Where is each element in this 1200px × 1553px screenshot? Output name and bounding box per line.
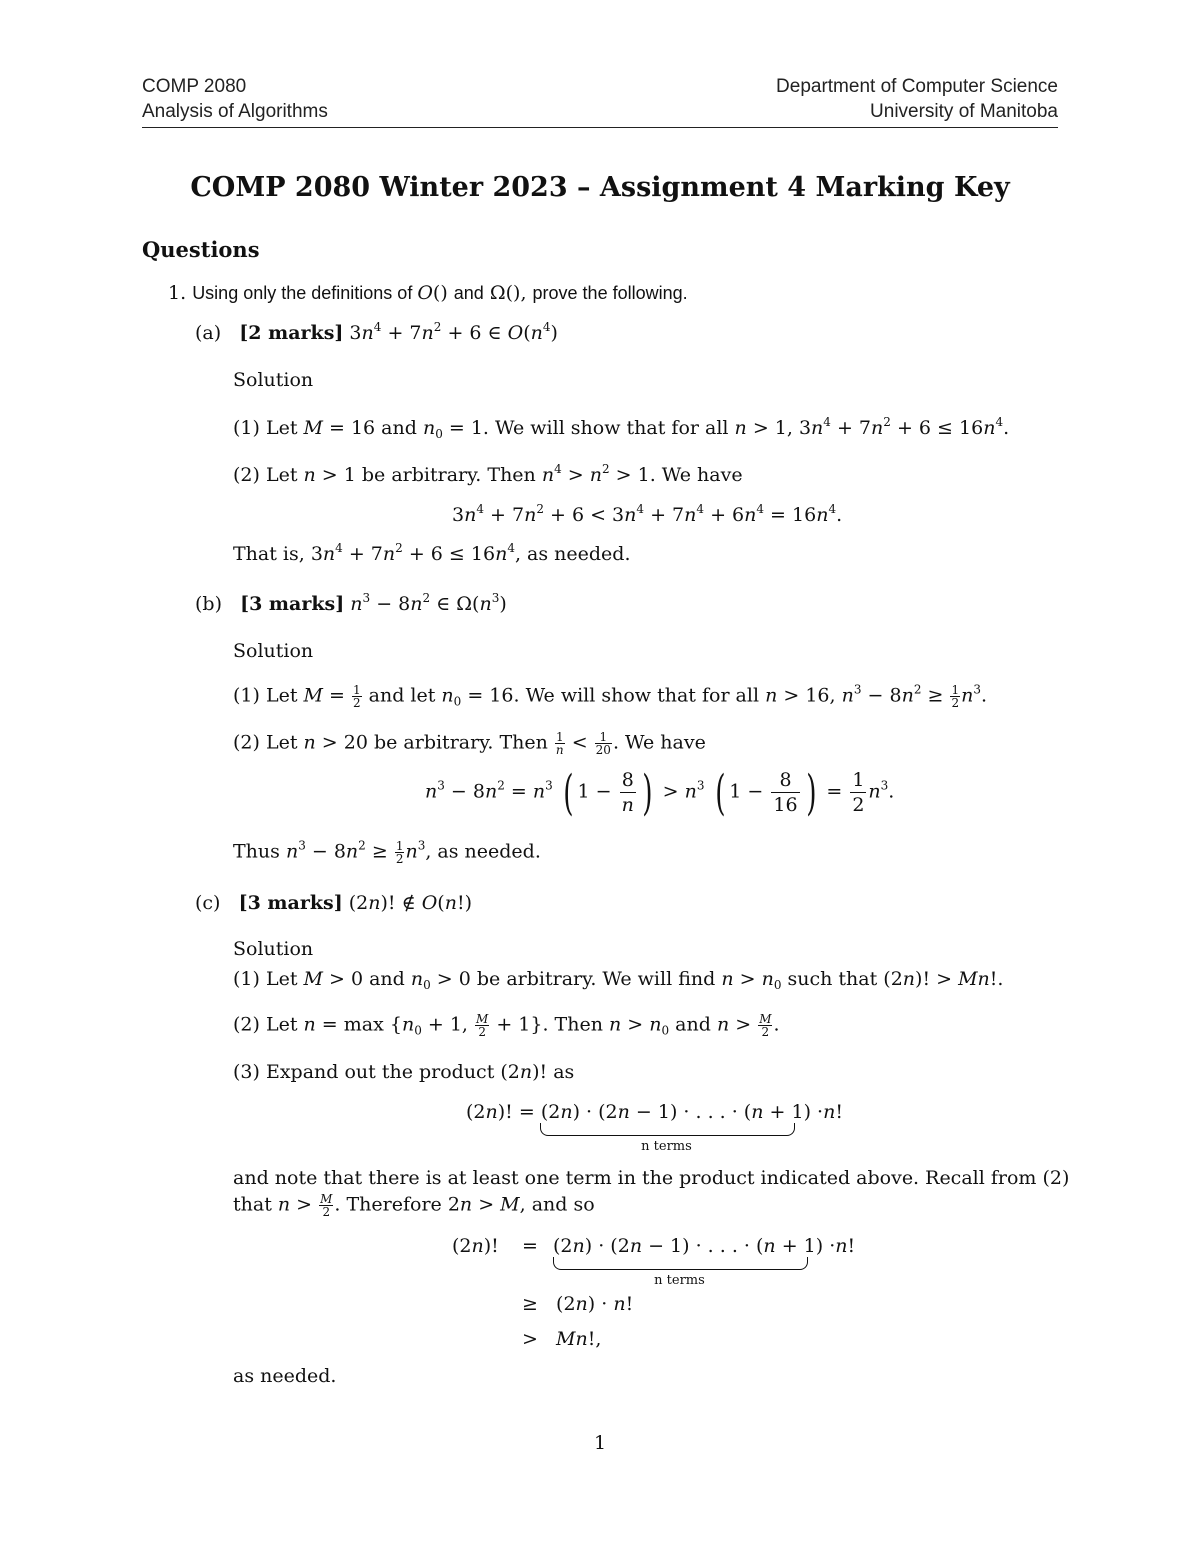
header-department: Department of Computer Science bbox=[776, 76, 1058, 97]
header-rule bbox=[142, 127, 1058, 128]
part-c-display-2-row1: (2n) · (2n − 1) · . . . · (n + 1) ·n! bbox=[553, 1235, 856, 1257]
part-b-conclusion: Thus $n^3 - 8n^2$ ≥ $\frac{1}{2}$ $n^3$, as needed. bbox=[233, 838, 541, 866]
part-b-solution-label: Solution bbox=[233, 640, 314, 662]
product-underbrace-2 bbox=[553, 1257, 808, 1270]
product-underbrace bbox=[540, 1123, 795, 1136]
part-c-display-equation-1: (2n)! = (2n) · (2n − 1) · . . . · (n + 1) ·n! bbox=[466, 1101, 843, 1123]
part-c-closing: as needed. bbox=[233, 1365, 337, 1387]
part-b-step-1: (1) Let M = $\frac{1}{2}$ and let $n_0 = 16$. We will show that for all n > 16, $n^3 - 8n^2$ ≥ $\frac{1}{2}$ $n^3$. bbox=[233, 682, 988, 710]
part-c-paragraph-line-2: that n > $\frac{M}{2}$ . Therefore 2n > M, and so bbox=[233, 1192, 595, 1219]
header-university: University of Manitoba bbox=[870, 101, 1058, 122]
part-c-paragraph-line-1: and note that there is at least one term in the product indicated above. Recall from (2) bbox=[233, 1167, 1070, 1189]
brace-note-2: n terms bbox=[654, 1273, 705, 1288]
brace-note: n terms bbox=[641, 1139, 692, 1154]
header-course-name: Analysis of Algorithms bbox=[142, 101, 328, 122]
part-b-step-2: (2) Let n > 20 be arbitrary. Then $\frac{1}{n}$ < $\frac{1}{20}$ . We have bbox=[233, 730, 706, 757]
page-title: COMP 2080 Winter 2023 – Assignment 4 Marking Key bbox=[190, 172, 1010, 203]
part-c-display-2-eq: = bbox=[522, 1235, 538, 1257]
question-number: 1. bbox=[168, 282, 187, 304]
part-a-display-equation: $3n^4 + 7n^2 + 6 < 3n^4 + 7n^4 + 6n^4 = 16n^4$. bbox=[452, 502, 843, 526]
part-c-display-2-row2: ≥ (2n) · n! bbox=[522, 1293, 634, 1315]
part-c-step-2: (2) Let $n = \max \{n_0 + 1$, $\frac{M}{2}$ + 1}. Then $n > n_0$ and n > $\frac{M}{2}$ . bbox=[233, 1012, 780, 1039]
part-a-conclusion: That is, $3n^4 + 7n^2 + 6 \le 16n^4$, as needed. bbox=[233, 541, 631, 565]
part-b-display-equation: $n^3 - 8n^2 = n^3$ ( 1 − $\frac{8}{n}$ ) > $n^3$ ( 1 − $\frac{8}{16}$ ) = $\frac{1}{2}$ $n^3$. bbox=[425, 764, 895, 821]
part-b-statement: (b) [3 marks] $n^3 - 8n^2$ ∈ $\Omega(n^3)$ bbox=[195, 591, 507, 615]
part-c-step-3: (3) Expand out the product (2n)! as bbox=[233, 1061, 575, 1083]
part-c-display-2-row3: > Mn!, bbox=[522, 1328, 602, 1350]
section-heading: Questions bbox=[142, 237, 260, 262]
header-course-code: COMP 2080 bbox=[142, 76, 247, 97]
part-a-solution-label: Solution bbox=[233, 369, 314, 391]
question-1-intro: 1. Using only the definitions of O() and Ω(), prove the following. bbox=[168, 282, 688, 304]
part-c-statement: (c) [3 marks] (2n)! ∉ O(n!) bbox=[195, 892, 473, 914]
part-c-step-1: (1) Let M > 0 and $n_0 > 0$ be arbitrary. We will find $n > n_0$ such that (2n)! > Mn!. bbox=[233, 968, 1004, 992]
page-number: 1 bbox=[593, 1432, 607, 1454]
part-c-display-2-lhs: (2n)! bbox=[452, 1235, 499, 1257]
part-a-statement: (a) [2 marks] $3n^4 + 7n^2 + 6$ ∈ $O(n^4)$ bbox=[195, 320, 558, 344]
part-c-solution-label: Solution bbox=[233, 938, 314, 960]
part-a-step-2: (2) Let n > 1 be arbitrary. Then $n^4 > n^2 > 1$. We have bbox=[233, 462, 743, 486]
part-a-step-1: (1) Let M = 16 and $n_0 = 1$. We will show that for all n > 1, $3n^4 + 7n^2 + 6 \le 16n^4$. bbox=[233, 415, 1010, 441]
